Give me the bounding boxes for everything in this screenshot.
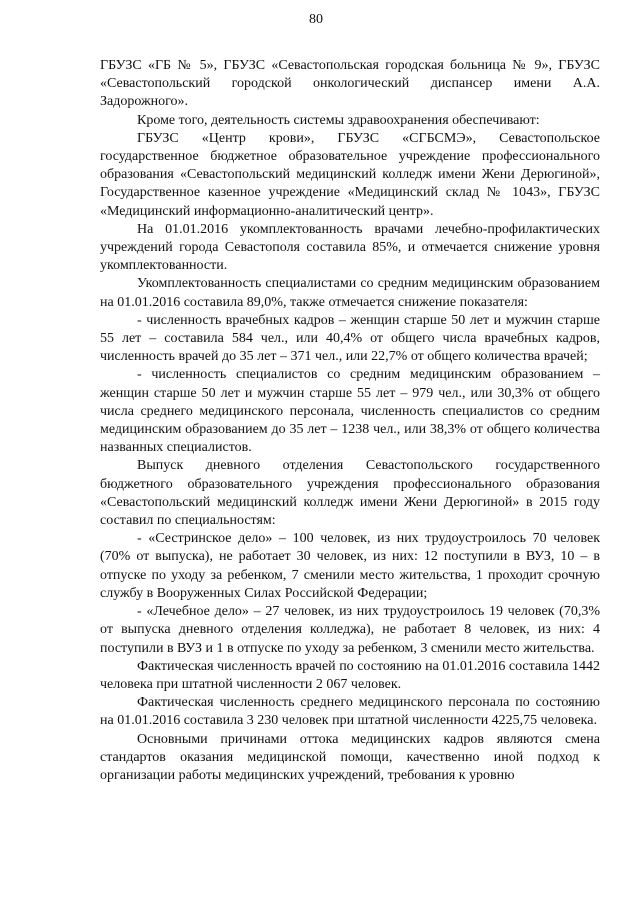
paragraph-hospitals-list: ГБУЗС «ГБ № 5», ГБУЗС «Севастопольская городская больница № 9», ГБУЗС «Севастопольский городской онкологический диспансер имени А.А. Задорожного». [100,58,600,110]
paragraph-intro: Кроме того, деятельность системы здравоохранения обеспечивают: [137,112,540,128]
list-item-doctors-age: - численность врачебных кадров – женщин старше 50 лет и мужчин старше 55 лет – составила 584 чел., или 40,4% от общего числа врачебных кадров, численность врачей до 35 лет – 371 чел., или 22,7% от общего количества врачей; [100,312,600,365]
paragraph-college-graduates: Выпуск дневного отделения Севастопольского государственного бюджетного образовательного учреждения профессионального образования «Севастопольский медицинский колледж имени Жени Дерюгиной» в 2015 году составил по специальностям: [100,458,600,529]
list-item-general-medicine: - «Лечебное дело» – 27 человек, из них трудоустроилось 19 человек (70,3% от выпуска дневного отделения колледжа), не работает 8 человек, из них: 4 поступили в ВУЗ и 1 в отпуске по уходу за ребенком, 3 сменили место жительства. [100,604,600,656]
document-body [100,57,600,785]
paragraph-nurse-staffing: Укомплектованность специалистами со средним медицинским образованием на 01.01.2016 составила 89,0%, также отмечается снижение показателя: [100,276,600,310]
paragraph-actual-nurses: Фактическая численность среднего медицинского персонала по состоянию на 01.01.2016 составила 3 230 человек при штатной численности 4225,75 человека. [100,695,600,729]
list-item-nurses-age: - численность специалистов со средним медицинским образованием – женщин старше 50 лет и мужчин старше 55 лет – 979 чел., или 30,3% от общего числа среднего медицинского персонала, численность специалистов со средним медицинским образованием до 35 лет – 1238 чел., или 38,3% от общего количества названных специалистов. [100,367,600,456]
list-item-nursing: - «Сестринское дело» – 100 человек, из них трудоустроилось 70 человек (70% от выпуска), не работает 30 человек, из них: 12 поступили в ВУЗ, 10 – в отпуске по уходу за ребенком, 7 сменили место жительства, 1 проходит срочную службу в Вооруженных Силах Российской Федерации; [100,531,600,601]
paragraph-doctor-staffing: На 01.01.2016 укомплектованность врачами лечебно-профилактических учреждений города Севастополя составила 85%, и отмечается снижение уровня укомплектованности. [100,221,600,274]
page-number: 80 [309,12,323,27]
paragraph-outflow-reasons: Основными причинами оттока медицинских кадров являются смена стандартов оказания медицинской помощи, качественно иной подход к организации работы медицинских учреждений, требования к уровню [100,731,600,783]
paragraph-actual-doctors: Фактическая численность врачей по состоянию на 01.01.2016 составила 1442 человека при штатной численности 2 067 человек. [100,658,600,692]
paragraph-institutions: ГБУЗС «Центр крови», ГБУЗС «СГБСМЭ», Севастопольское государственное бюджетное образовательное учреждение профессионального образования «Севастопольский медицинский колледж имени Жени Дерюгиной», Государственное казенное учреждение «Медицинский склад № 1043», ГБУЗС «Медицинский информационно-аналитический центр». [100,130,600,219]
